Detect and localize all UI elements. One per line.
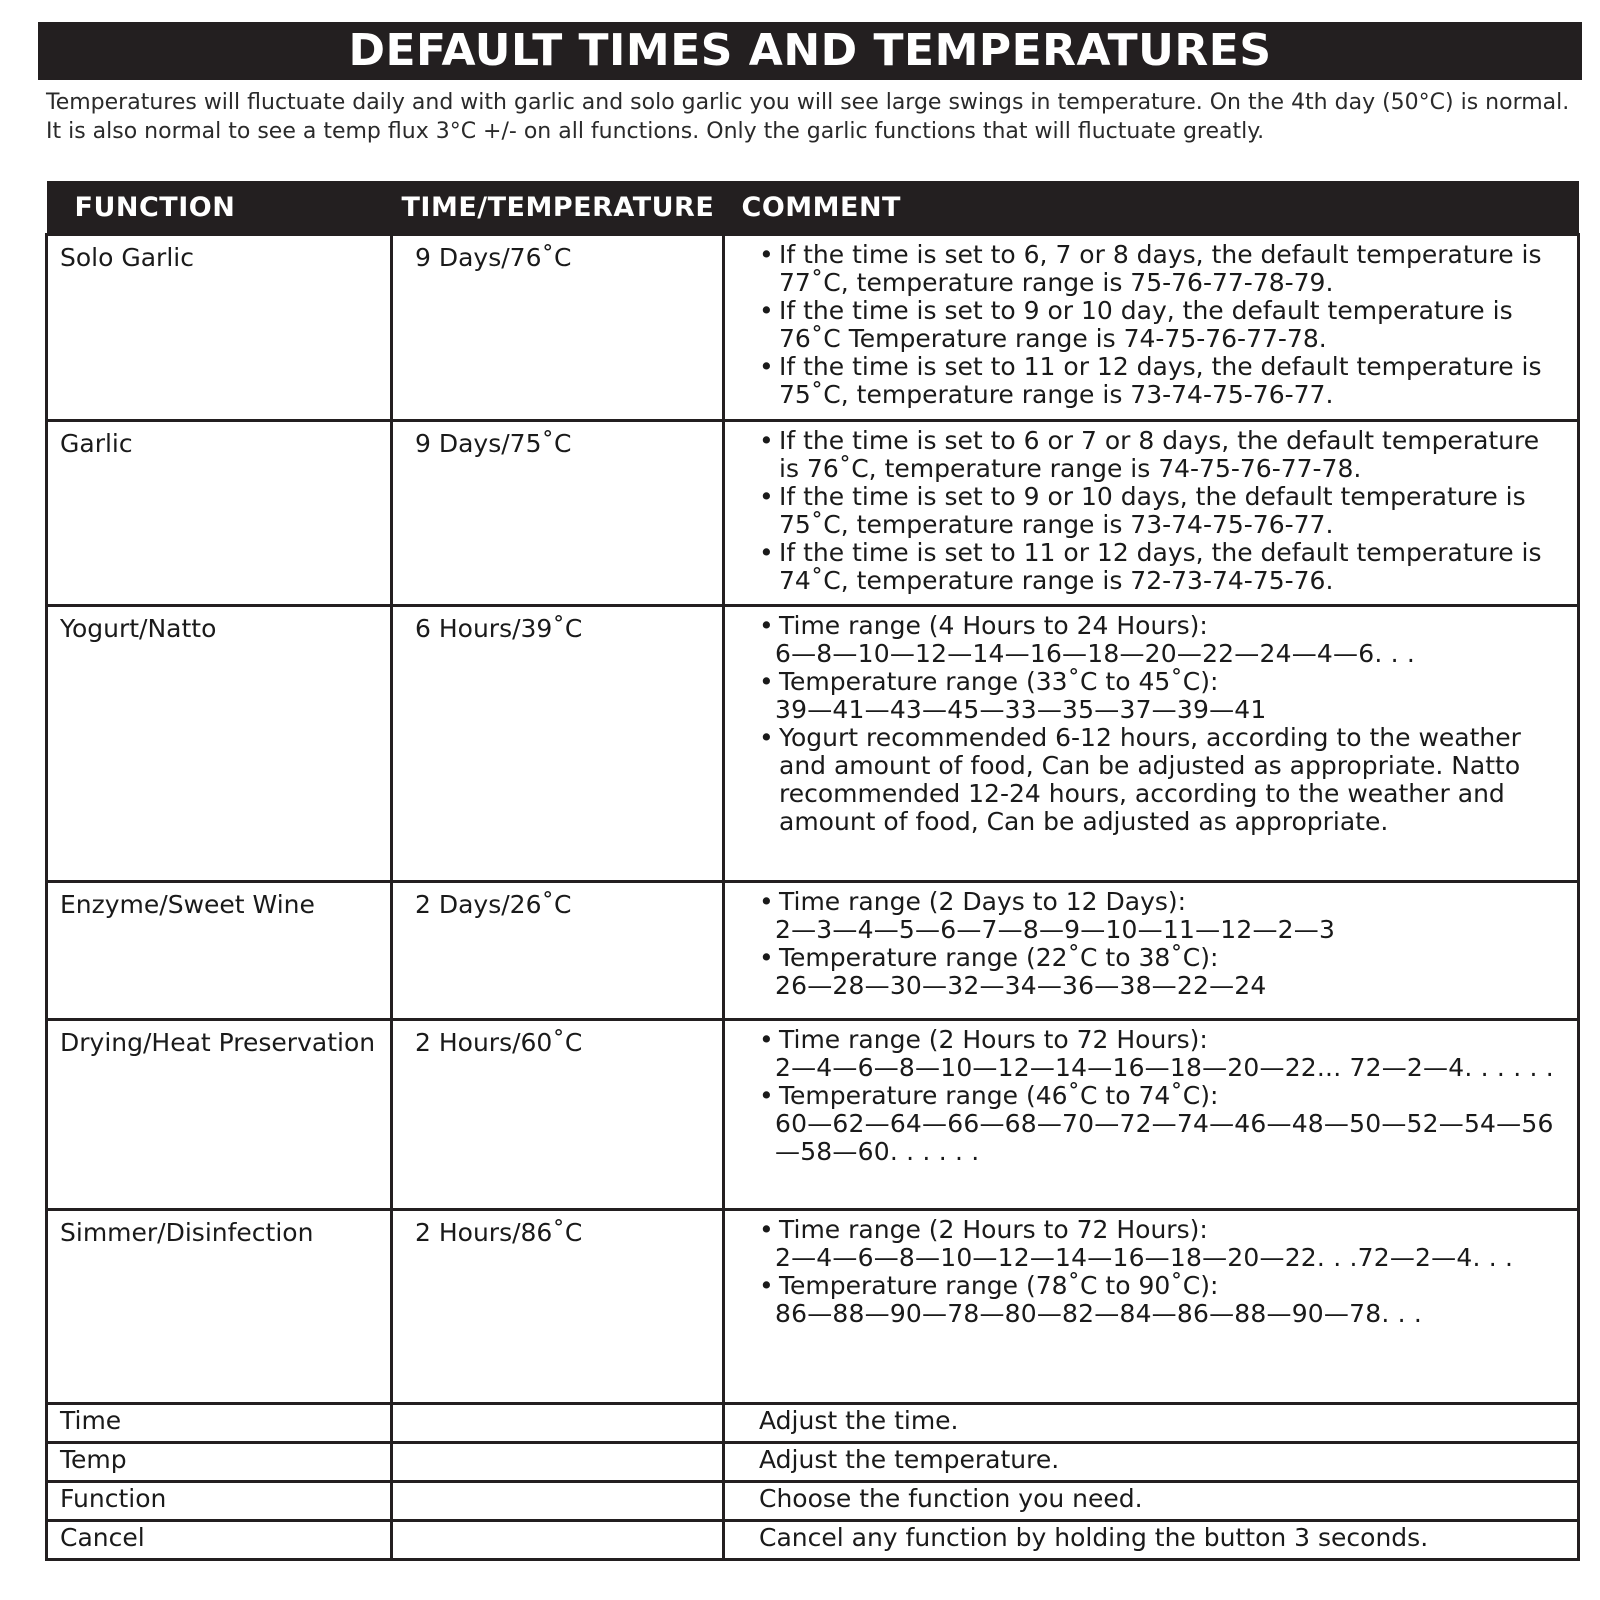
table-header-row	[47, 181, 1579, 235]
times-temperatures-table	[45, 181, 1580, 1561]
time-sequence: 2—4—6—8—10—12—14—16—18—20—22... 72—2—4. . . . . .	[775, 1053, 1554, 1082]
function-cell: Garlic	[47, 421, 392, 606]
comment-cell: Adjust the temperature.	[724, 1443, 1579, 1482]
function-cell: Enzyme/Sweet Wine	[47, 882, 392, 1020]
function-cell: Yogurt/Natto	[47, 606, 392, 882]
temperature-range-label: • Temperature range (78˚C to 90˚C):	[759, 1272, 1567, 1300]
comment-cell	[724, 421, 1579, 606]
table-row	[47, 1020, 1579, 1210]
header-time-temperature: TIME/TEMPERATURE	[392, 181, 724, 235]
time-temp-cell: 9 Days/76˚C	[392, 235, 724, 421]
temperature-sequence: 26—28—30—32—34—36—38—22—24	[775, 971, 1267, 1000]
table-row	[47, 606, 1579, 882]
time-temp-cell: 2 Days/26˚C	[392, 882, 724, 1020]
intro-paragraph: Temperatures will fluctuate daily and with garlic and solo garlic you will see large swings in temperature. On the 4th day (50°C) is normal. It is also normal to see a temp flux 3°C +/- on all functions. Only the garlic functions that will fluctuate greatly.	[46, 90, 1570, 144]
header-comment: COMMENT	[724, 181, 1579, 235]
comment-cell: Cancel any function by holding the button 3 seconds.	[724, 1521, 1579, 1560]
time-temp-cell	[392, 1404, 724, 1443]
page-title: DEFAULT TIMES AND TEMPERATURES	[38, 22, 1582, 80]
table-row	[47, 235, 1579, 421]
table-row	[47, 1443, 1579, 1482]
time-sequence: 6—8—10—12—14—16—18—20—22—24—4—6. . .	[775, 639, 1416, 668]
button-name-cell: Time	[47, 1404, 392, 1443]
time-sequence: 2—4—6—8—10—12—14—16—18—20—22. . .72—2—4. . .	[775, 1243, 1514, 1272]
function-cell: Drying/Heat Preservation	[47, 1020, 392, 1210]
comment-cell: Adjust the time.	[724, 1404, 1579, 1443]
time-temp-cell: 9 Days/75˚C	[392, 421, 724, 606]
time-temp-cell: 2 Hours/86˚C	[392, 1210, 724, 1404]
comment-cell: Choose the function you need.	[724, 1482, 1579, 1521]
comment-bullet: • If the time is set to 6 or 7 or 8 days, the default temperature is 76˚C, temperature range is 74-75-76-77-78.	[759, 427, 1567, 483]
table-row	[47, 421, 1579, 606]
time-range-label: • Time range (2 Hours to 72 Hours):	[759, 1216, 1567, 1244]
table-row	[47, 882, 1579, 1020]
time-temp-cell	[392, 1482, 724, 1521]
comment-bullet: • If the time is set to 9 or 10 day, the default temperature is 76˚C Temperature range is 74-75-76-77-78.	[759, 297, 1567, 353]
table-row	[47, 1482, 1579, 1521]
temperature-range-label: • Temperature range (46˚C to 74˚C):	[759, 1082, 1567, 1110]
comment-cell	[724, 882, 1579, 1020]
table-row	[47, 1404, 1579, 1443]
comment-bullet: • If the time is set to 11 or 12 days, the default temperature is 74˚C, temperature range is 72-73-74-75-76.	[759, 539, 1567, 595]
time-temp-cell	[392, 1443, 724, 1482]
comment-bullet: • If the time is set to 6, 7 or 8 days, the default temperature is 77˚C, temperature range is 75-76-77-78-79.	[759, 241, 1567, 297]
time-range-label: • Time range (2 Hours to 72 Hours):	[759, 1026, 1567, 1054]
temperature-range-label: • Temperature range (33˚C to 45˚C):	[759, 668, 1567, 696]
temperature-sequence: 60—62—64—66—68—70—72—74—46—48—50—52—54—56—58—60. . . . . .	[775, 1109, 1554, 1166]
function-cell: Solo Garlic	[47, 235, 392, 421]
time-range-label: • Time range (2 Days to 12 Days):	[759, 888, 1567, 916]
time-range-label: • Time range (4 Hours to 24 Hours):	[759, 612, 1567, 640]
header-function: FUNCTION	[47, 181, 392, 235]
time-temp-cell: 6 Hours/39˚C	[392, 606, 724, 882]
time-temp-cell: 2 Hours/60˚C	[392, 1020, 724, 1210]
table-row	[47, 1521, 1579, 1560]
comment-cell	[724, 606, 1579, 882]
temperature-sequence: 86—88—90—78—80—82—84—86—88—90—78. . .	[775, 1299, 1423, 1328]
temperature-range-label: • Temperature range (22˚C to 38˚C):	[759, 944, 1567, 972]
temperature-sequence: 39—41—43—45—33—35—37—39—41	[775, 695, 1267, 724]
comment-bullet: • Yogurt recommended 6-12 hours, according to the weather and amount of food, Can be adjusted as appropriate. Natto recommended 12-24 hours, according to the weather and amount of food, Can be adjusted as appropriate.	[759, 724, 1567, 836]
time-temp-cell	[392, 1521, 724, 1560]
table-row	[47, 1210, 1579, 1404]
button-name-cell: Temp	[47, 1443, 392, 1482]
time-sequence: 2—3—4—5—6—7—8—9—10—11—12—2—3	[775, 915, 1336, 944]
comment-bullet: • If the time is set to 11 or 12 days, the default temperature is 75˚C, temperature range is 73-74-75-76-77.	[759, 353, 1567, 409]
button-name-cell: Cancel	[47, 1521, 392, 1560]
comment-cell	[724, 1020, 1579, 1210]
function-cell: Simmer/Disinfection	[47, 1210, 392, 1404]
button-name-cell: Function	[47, 1482, 392, 1521]
comment-cell	[724, 1210, 1579, 1404]
comment-cell	[724, 235, 1579, 421]
comment-bullet: • If the time is set to 9 or 10 days, the default temperature is 75˚C, temperature range is 73-74-75-76-77.	[759, 483, 1567, 539]
